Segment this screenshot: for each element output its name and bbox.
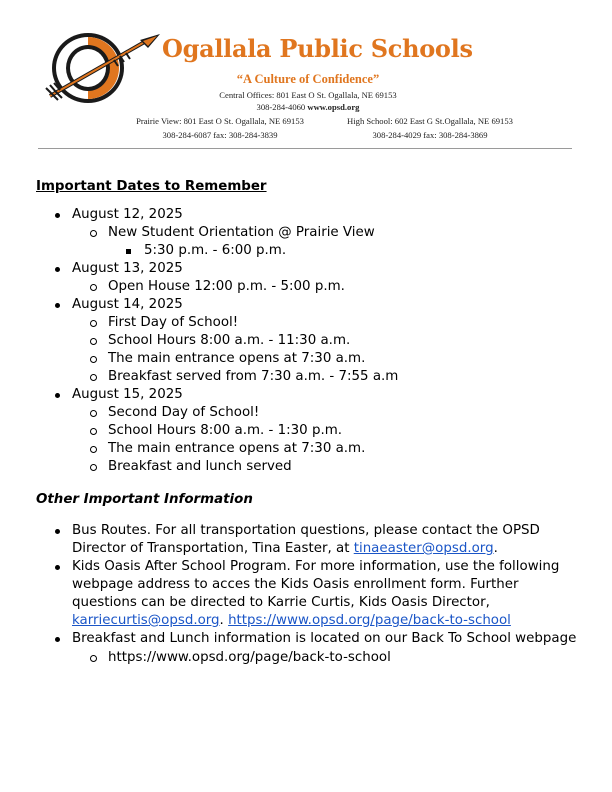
website-link[interactable]: www.opsd.org xyxy=(307,102,360,112)
date-aug-14: August 14, 2025 xyxy=(72,297,183,312)
list-item: New Student Orientation @ Prairie View xyxy=(108,225,375,240)
bullet-disc xyxy=(55,393,60,398)
high-school-address: High School: 602 East G St.Ogallala, NE 69153 xyxy=(347,116,513,126)
kids-oasis-text: Kids Oasis After School Program. For more information, use the following xyxy=(72,559,560,574)
bullet-disc xyxy=(55,303,60,308)
high-school-phone: 308-284-4029 fax: 308-284-3869 xyxy=(372,130,488,140)
list-item: School Hours 8:00 a.m. - 1:30 p.m. xyxy=(108,423,343,438)
list-item: The main entrance opens at 7:30 a.m. xyxy=(108,351,366,366)
bullet-circle xyxy=(90,356,97,363)
central-contact xyxy=(162,102,454,112)
list-item: 5:30 p.m. - 6:00 p.m. xyxy=(144,243,287,258)
list-item: The main entrance opens at 7:30 a.m. xyxy=(108,441,366,456)
meal-info-url: https://www.opsd.org/page/back-to-school xyxy=(108,650,391,665)
period: . xyxy=(493,541,498,556)
transportation-email-link[interactable]: tinaeaster@opsd.org xyxy=(353,541,494,556)
school-motto: “A Culture of Confidence” xyxy=(236,72,380,86)
bullet-disc xyxy=(55,637,60,642)
meal-info-text: Breakfast and Lunch information is located on our Back To School webpage xyxy=(72,631,577,646)
kids-oasis-email-link[interactable]: karriecurtis@opsd.org xyxy=(72,613,220,628)
list-item: Breakfast served from 7:30 a.m. - 7:55 a.m xyxy=(108,369,399,384)
bullet-square xyxy=(126,249,131,254)
bullet-circle xyxy=(90,374,97,381)
bullet-circle xyxy=(90,655,97,662)
bullet-circle xyxy=(90,464,97,471)
central-phone: 308-284-4060 xyxy=(256,102,306,112)
date-aug-12: August 12, 2025 xyxy=(72,207,183,222)
bullet-circle xyxy=(90,410,97,417)
important-dates-heading: Important Dates to Remember xyxy=(36,179,267,194)
list-item: First Day of School! xyxy=(108,315,239,330)
bullet-disc xyxy=(55,267,60,272)
date-aug-15: August 15, 2025 xyxy=(72,387,183,402)
bullet-circle xyxy=(90,446,97,453)
prairie-view-address: Prairie View: 801 East O St. Ogallala, NE 69153 xyxy=(136,116,304,126)
letterhead xyxy=(0,0,612,150)
other-info-heading: Other Important Information xyxy=(36,492,253,507)
bus-routes-text-2 xyxy=(72,540,498,558)
kids-oasis-links xyxy=(72,612,511,630)
date-aug-13: August 13, 2025 xyxy=(72,261,183,276)
list-item: Breakfast and lunch served xyxy=(108,459,292,474)
school-logo xyxy=(44,30,162,106)
list-item: Second Day of School! xyxy=(108,405,260,420)
back-to-school-link[interactable]: https://www.opsd.org/page/back-to-school xyxy=(228,613,511,628)
bus-routes-contact: Director of Transportation, Tina Easter, at xyxy=(72,541,354,556)
bullet-circle xyxy=(90,338,97,345)
bullet-disc xyxy=(55,213,60,218)
list-item: School Hours 8:00 a.m. - 11:30 a.m. xyxy=(108,333,351,348)
kids-oasis-text-3: questions can be directed to Karrie Curtis, Kids Oasis Director, xyxy=(72,595,490,610)
bullet-circle xyxy=(90,320,97,327)
separator: . xyxy=(219,613,229,628)
bullet-disc xyxy=(55,565,60,570)
header-divider xyxy=(38,148,572,149)
school-name: Ogallala Public Schools xyxy=(162,34,473,63)
prairie-view-phone: 308-284-6087 fax: 308-284-3839 xyxy=(162,130,278,140)
list-item: Open House 12:00 p.m. - 5:00 p.m. xyxy=(108,279,345,294)
bullet-circle xyxy=(90,230,97,237)
central-offices-address: Central Offices: 801 East O St. Ogallala, NE 69153 xyxy=(219,90,397,100)
bullet-circle xyxy=(90,428,97,435)
bullet-circle xyxy=(90,284,97,291)
bus-routes-text: Bus Routes. For all transportation questions, please contact the OPSD xyxy=(72,523,540,538)
bullet-disc xyxy=(55,529,60,534)
kids-oasis-text-2: webpage address to acces the Kids Oasis enrollment form. Further xyxy=(72,577,519,592)
